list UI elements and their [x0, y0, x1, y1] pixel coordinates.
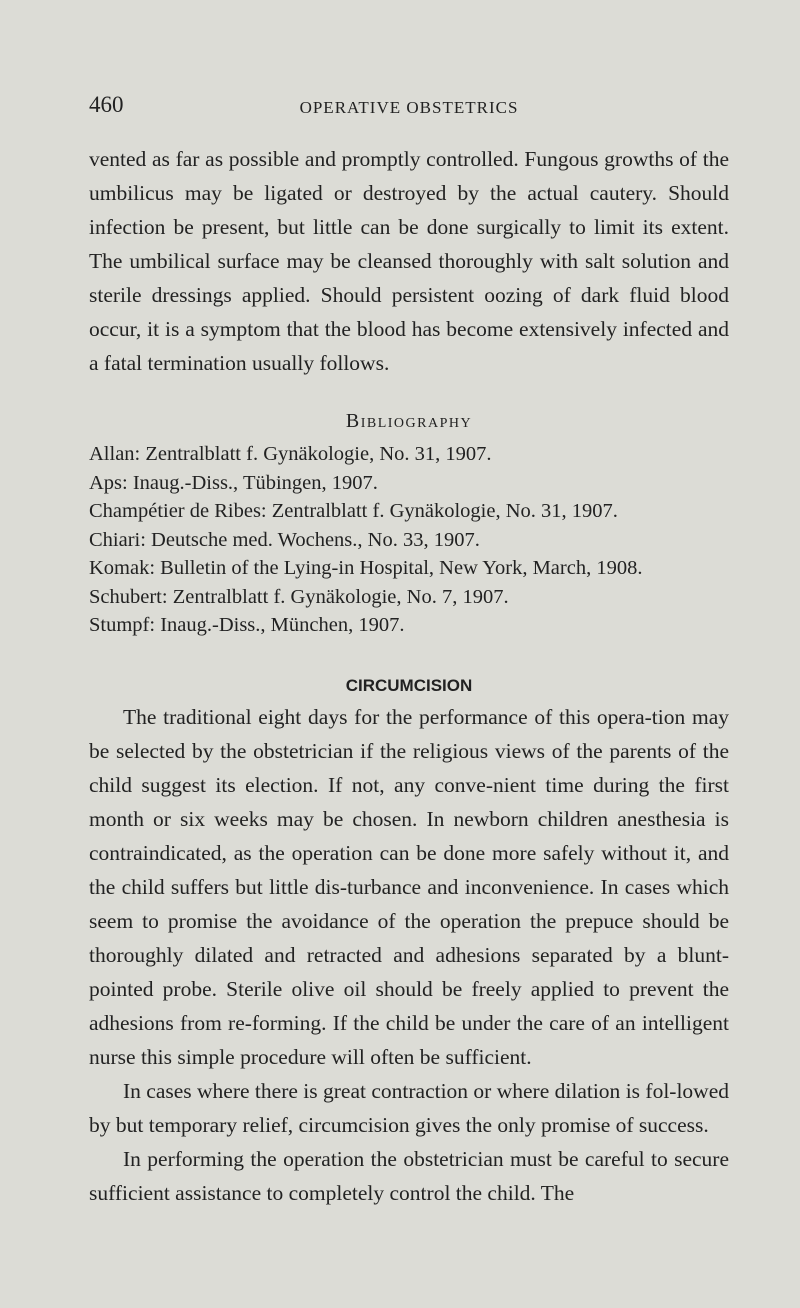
bibliography-list: [89, 440, 729, 640]
bibliography-entry: Stumpf: Inaug.-Diss., München, 1907.: [89, 614, 405, 636]
bibliography-entry: Komak: Bulletin of the Lying-in Hospital, New York, March, 1908.: [89, 557, 643, 579]
intro-paragraph: vented as far as possible and promptly controlled. Fungous growths of the umbilicus may be ligated or destroyed by the actual cautery. Should infection be present, but little can be done surgically to limit its extent. The umbilical surface may be cleansed thoroughly with salt solution and sterile dressings applied. Should persistent oozing of dark fluid blood occur, it is a symptom that the blood has become extensively infected and a fatal termination usually follows.: [89, 147, 729, 375]
bibliography-title: Bibliography: [345, 410, 473, 432]
bibliography-entry: Aps: Inaug.-Diss., Tübingen, 1907.: [89, 471, 378, 494]
running-title: OPERATIVE OBSTETRICS: [299, 98, 519, 117]
circumcision-paragraph: In cases where there is great contraction or where dilation is fol-lowed by but temporary relief, circumcision gives the only promise of success.: [89, 1078, 729, 1137]
bibliography-entry: Chiari: Deutsche med. Wochens., No. 33, 1907.: [89, 528, 480, 551]
circumcision-title: CIRCUMCISION: [345, 675, 473, 695]
bibliography-entry: Champétier de Ribes: Zentralblatt f. Gynäkologie, No. 31, 1907.: [89, 500, 618, 522]
bibliography-entry: Allan: Zentralblatt f. Gynäkologie, No. 31, 1907.: [89, 443, 492, 465]
bibliography-entry: Schubert: Zentralblatt f. Gynäkologie, No. 7, 1907.: [89, 585, 509, 608]
circumcision-paragraph: In performing the operation the obstetrician must be careful to secure sufficient assistance to completely control the child. The: [89, 1146, 729, 1205]
page-header: [89, 92, 729, 122]
page-body: [89, 142, 729, 1210]
page-number: 460: [89, 92, 124, 117]
circumcision-paragraph: The traditional eight days for the performance of this opera-tion may be selected by the obstetrician if the religious views of the parents of the child suggest its election. If not, any conve-nient time during the first month or six weeks may be chosen. In newborn children anesthesia is contraindicated, as the operation can be done more safely without it, and the child suffers but little dis-turbance and inconvenience. In cases which seem to promise the avoidance of the operation the prepuce should be thoroughly dilated and retracted and adhesions separated by a blunt-pointed probe. Sterile olive oil should be freely applied to prevent the adhesions from re-forming. If the child be under the care of an intelligent nurse this simple procedure will often be sufficient.: [89, 704, 729, 1069]
